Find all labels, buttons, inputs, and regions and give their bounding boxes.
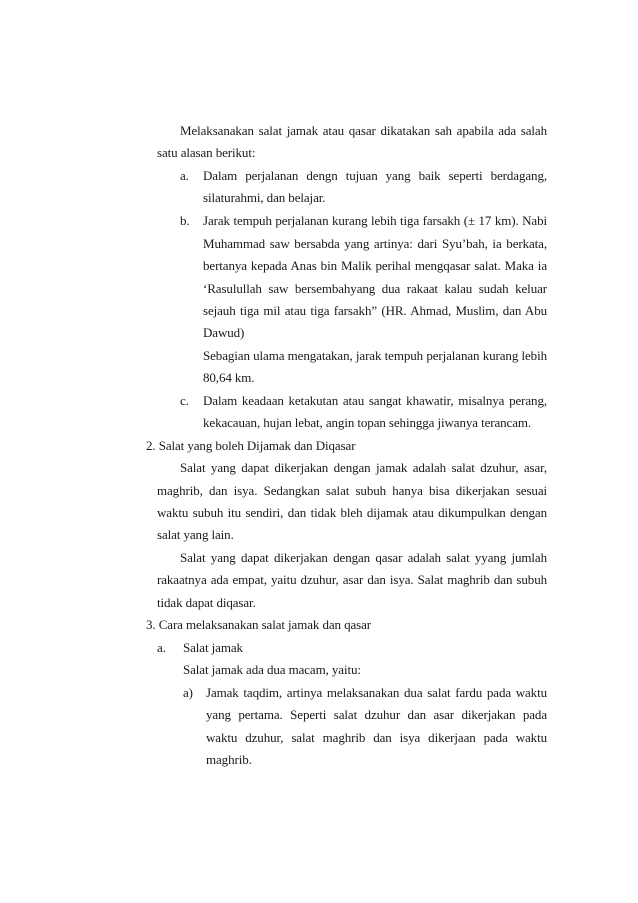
reason-b-line-8: 80,64 km. — [203, 370, 255, 385]
reason-a-line-1: Dalam perjalanan dengn tujuan yang baik seperti berdagang, — [203, 168, 547, 183]
reason-b-line-1: Jarak tempuh perjalanan kurang lebih tiga farsakh (± 17 km). Nabi — [203, 213, 547, 228]
section-3-item-a-marker: a) — [183, 685, 193, 700]
reason-b-line-4: ‘Rasulullah saw bersembahyang dua rakaat kalau sudah keluar — [203, 281, 547, 296]
intro-line-2: satu alasan berikut: — [157, 145, 256, 160]
section-2-p2-line-2: rakaatnya ada empat, yaitu dzuhur, asar dan isya. Salat maghrib dan subuh — [157, 572, 547, 587]
section-2-p1-line-2: maghrib, dan isya. Sedangkan salat subuh hanya bisa dikerjakan sesuai — [157, 483, 547, 498]
section-3-sub-a-title: Salat jamak — [183, 640, 243, 655]
reason-c-line-1: Dalam keadaan ketakutan atau sangat khawatir, misalnya perang, — [203, 393, 547, 408]
section-2-p1-line-4: salat yang lain. — [157, 527, 234, 542]
section-3-heading: 3. Cara melaksanakan salat jamak dan qasar — [146, 617, 372, 632]
section-3-item-a-line-1: Jamak taqdim, artinya melaksanakan dua salat fardu pada waktu — [206, 685, 547, 700]
reason-c-line-2: kekacauan, hujan lebat, angin topan sehingga jiwanya terancam. — [203, 415, 532, 430]
section-2-p2-line-3: tidak dapat diqasar. — [157, 595, 256, 610]
section-3-item-a-line-3: waktu dzuhur, salat maghrib dan isya dikerjaan pada waktu — [206, 730, 547, 745]
reason-b-marker: b. — [180, 213, 190, 228]
section-3-sub-a-marker: a. — [157, 640, 166, 655]
intro-line-1: Melaksanakan salat jamak atau qasar dikatakan sah apabila ada salah — [180, 123, 547, 138]
reason-b-line-2: Muhammad saw bersabda yang artinya: dari Syu’bah, ia berkata, — [203, 236, 547, 251]
section-3-item-a-line-2: yang pertama. Seperti salat dzuhur dan asar dikerjakan pada — [206, 707, 547, 722]
reason-c-marker: c. — [180, 393, 189, 408]
section-3-item-a-line-4: maghrib. — [206, 752, 252, 767]
reason-b-line-5: sejauh tiga mil atau tiga farsakh” (HR. Ahmad, Muslim, dan Abu — [203, 303, 547, 318]
section-2-heading: 2. Salat yang boleh Dijamak dan Diqasar — [146, 438, 356, 453]
section-2-p1-line-3: waktu subuh itu sendiri, dan tidak bleh dijamak atau dikumpulkan dengan — [157, 505, 547, 520]
reason-b-line-3: bertanya kepada Anas bin Malik perihal mengqasar salat. Maka ia — [203, 258, 547, 273]
reason-a-marker: a. — [180, 168, 189, 183]
section-2-p1-line-1: Salat yang dapat dikerjakan dengan jamak adalah salat dzuhur, asar, — [180, 460, 547, 475]
section-3-sub-a-intro: Salat jamak ada dua macam, yaitu: — [183, 662, 361, 677]
section-2-p2-line-1: Salat yang dapat dikerjakan dengan qasar adalah salat yyang jumlah — [180, 550, 547, 565]
reason-b-line-6: Dawud) — [203, 325, 245, 340]
reason-b-line-7: Sebagian ulama mengatakan, jarak tempuh perjalanan kurang lebih — [203, 348, 547, 363]
reason-a-line-2: silaturahmi, dan belajar. — [203, 190, 326, 205]
